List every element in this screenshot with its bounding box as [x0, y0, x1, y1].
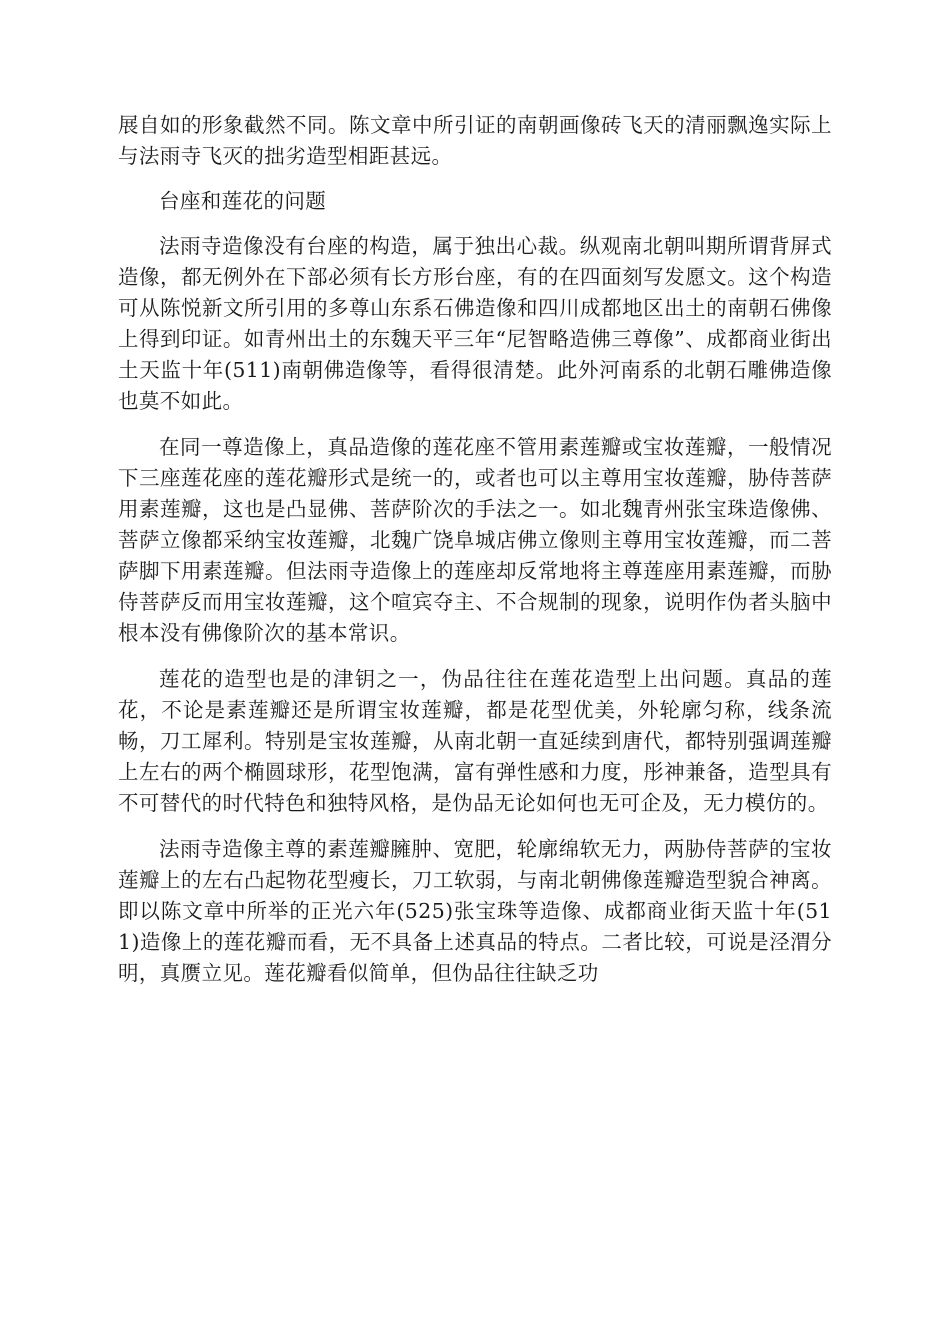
- paragraph-lotus-seat: 在同一尊造像上，真品造像的莲花座不管用素莲瓣或宝妆莲瓣，一般情况下三座莲花座的莲花瓣形式是统一的，或者也可以主尊用宝妆莲瓣，胁侍菩萨用素莲瓣，这也是凸显佛、菩萨阶次的手法之一。如北魏青州张宝珠造像佛、菩萨立像都采纳宝妆莲瓣，北魏广饶阜城店佛立像则主尊用宝妆莲瓣，而二菩萨脚下用素莲瓣。但法雨寺造像上的莲座却反常地将主尊莲座用素莲瓣，而胁侍菩萨反而用宝妆莲瓣，这个喧宾夺主、不合规制的现象，说明作伪者头脑中根本没有佛像阶次的基本常识。: [118, 435, 832, 645]
- document-body: [118, 110, 832, 989]
- paragraph-spacer: [118, 819, 832, 834]
- paragraph-spacer: [118, 172, 832, 186]
- paragraph-lotus-form: 莲花的造型也是的津钥之一，伪品往往在莲花造型上出问题。真品的莲花，不论是素莲瓣还是所谓宝妆莲瓣，都是花型优美，外轮廓匀称，线条流畅，刀工犀利。特别是宝妆莲瓣，从南北朝一直延续到唐代，都特别强调莲瓣上左右的两个椭圆球形，花型饱满，富有弹性感和力度，彤神兼备，造型具有不可替代的时代特色和独特风格，是伪品无论如何也无可企及，无力模仿的。: [118, 667, 832, 815]
- paragraph-fayu-lotus: 法雨寺造像主尊的素莲瓣臃肿、宽肥，轮廓绵软无力，两胁侍菩萨的宝妆莲瓣上的左右凸起物花型瘦长，刀工软弱，与南北朝佛像莲瓣造型貌合神离。即以陈文章中所举的正光六年(525)张宝珠等造像、成都商业街天监十年(511)造像上的莲花瓣而看，无不具备上述真品的特点。二者比较，可说是泾渭分明，真赝立见。莲花瓣看似简单，但伪品往往缺乏功: [118, 837, 832, 985]
- section-heading: 台座和莲花的问题: [159, 189, 327, 213]
- paragraph-spacer: [118, 649, 832, 664]
- paragraph-continuation: 展自如的形象截然不同。陈文章中所引证的南朝画像砖飞天的清丽飘逸实际上与法雨寺飞灭的拙劣造型相距甚远。: [118, 113, 832, 168]
- paragraph-spacer: [118, 417, 832, 432]
- paragraph-pedestal: 法雨寺造像没有台座的构造，属于独出心裁。纵观南北朝叫期所谓背屏式造像，都无例外在下部必须有长方形台座，有的在四面刻写发愿文。这个构造可从陈悦新文所引用的多尊山东系石佛造像和四川成都地区出土的南朝石佛像上得到印证。如青州出土的东魏天平三年“尼智略造佛三尊像”、成都商业街出土天监十年(511)南朝佛造像等，看得很清楚。此外河南系的北朝石雕佛造像也莫不如此。: [118, 234, 832, 413]
- paragraph-spacer: [118, 217, 832, 231]
